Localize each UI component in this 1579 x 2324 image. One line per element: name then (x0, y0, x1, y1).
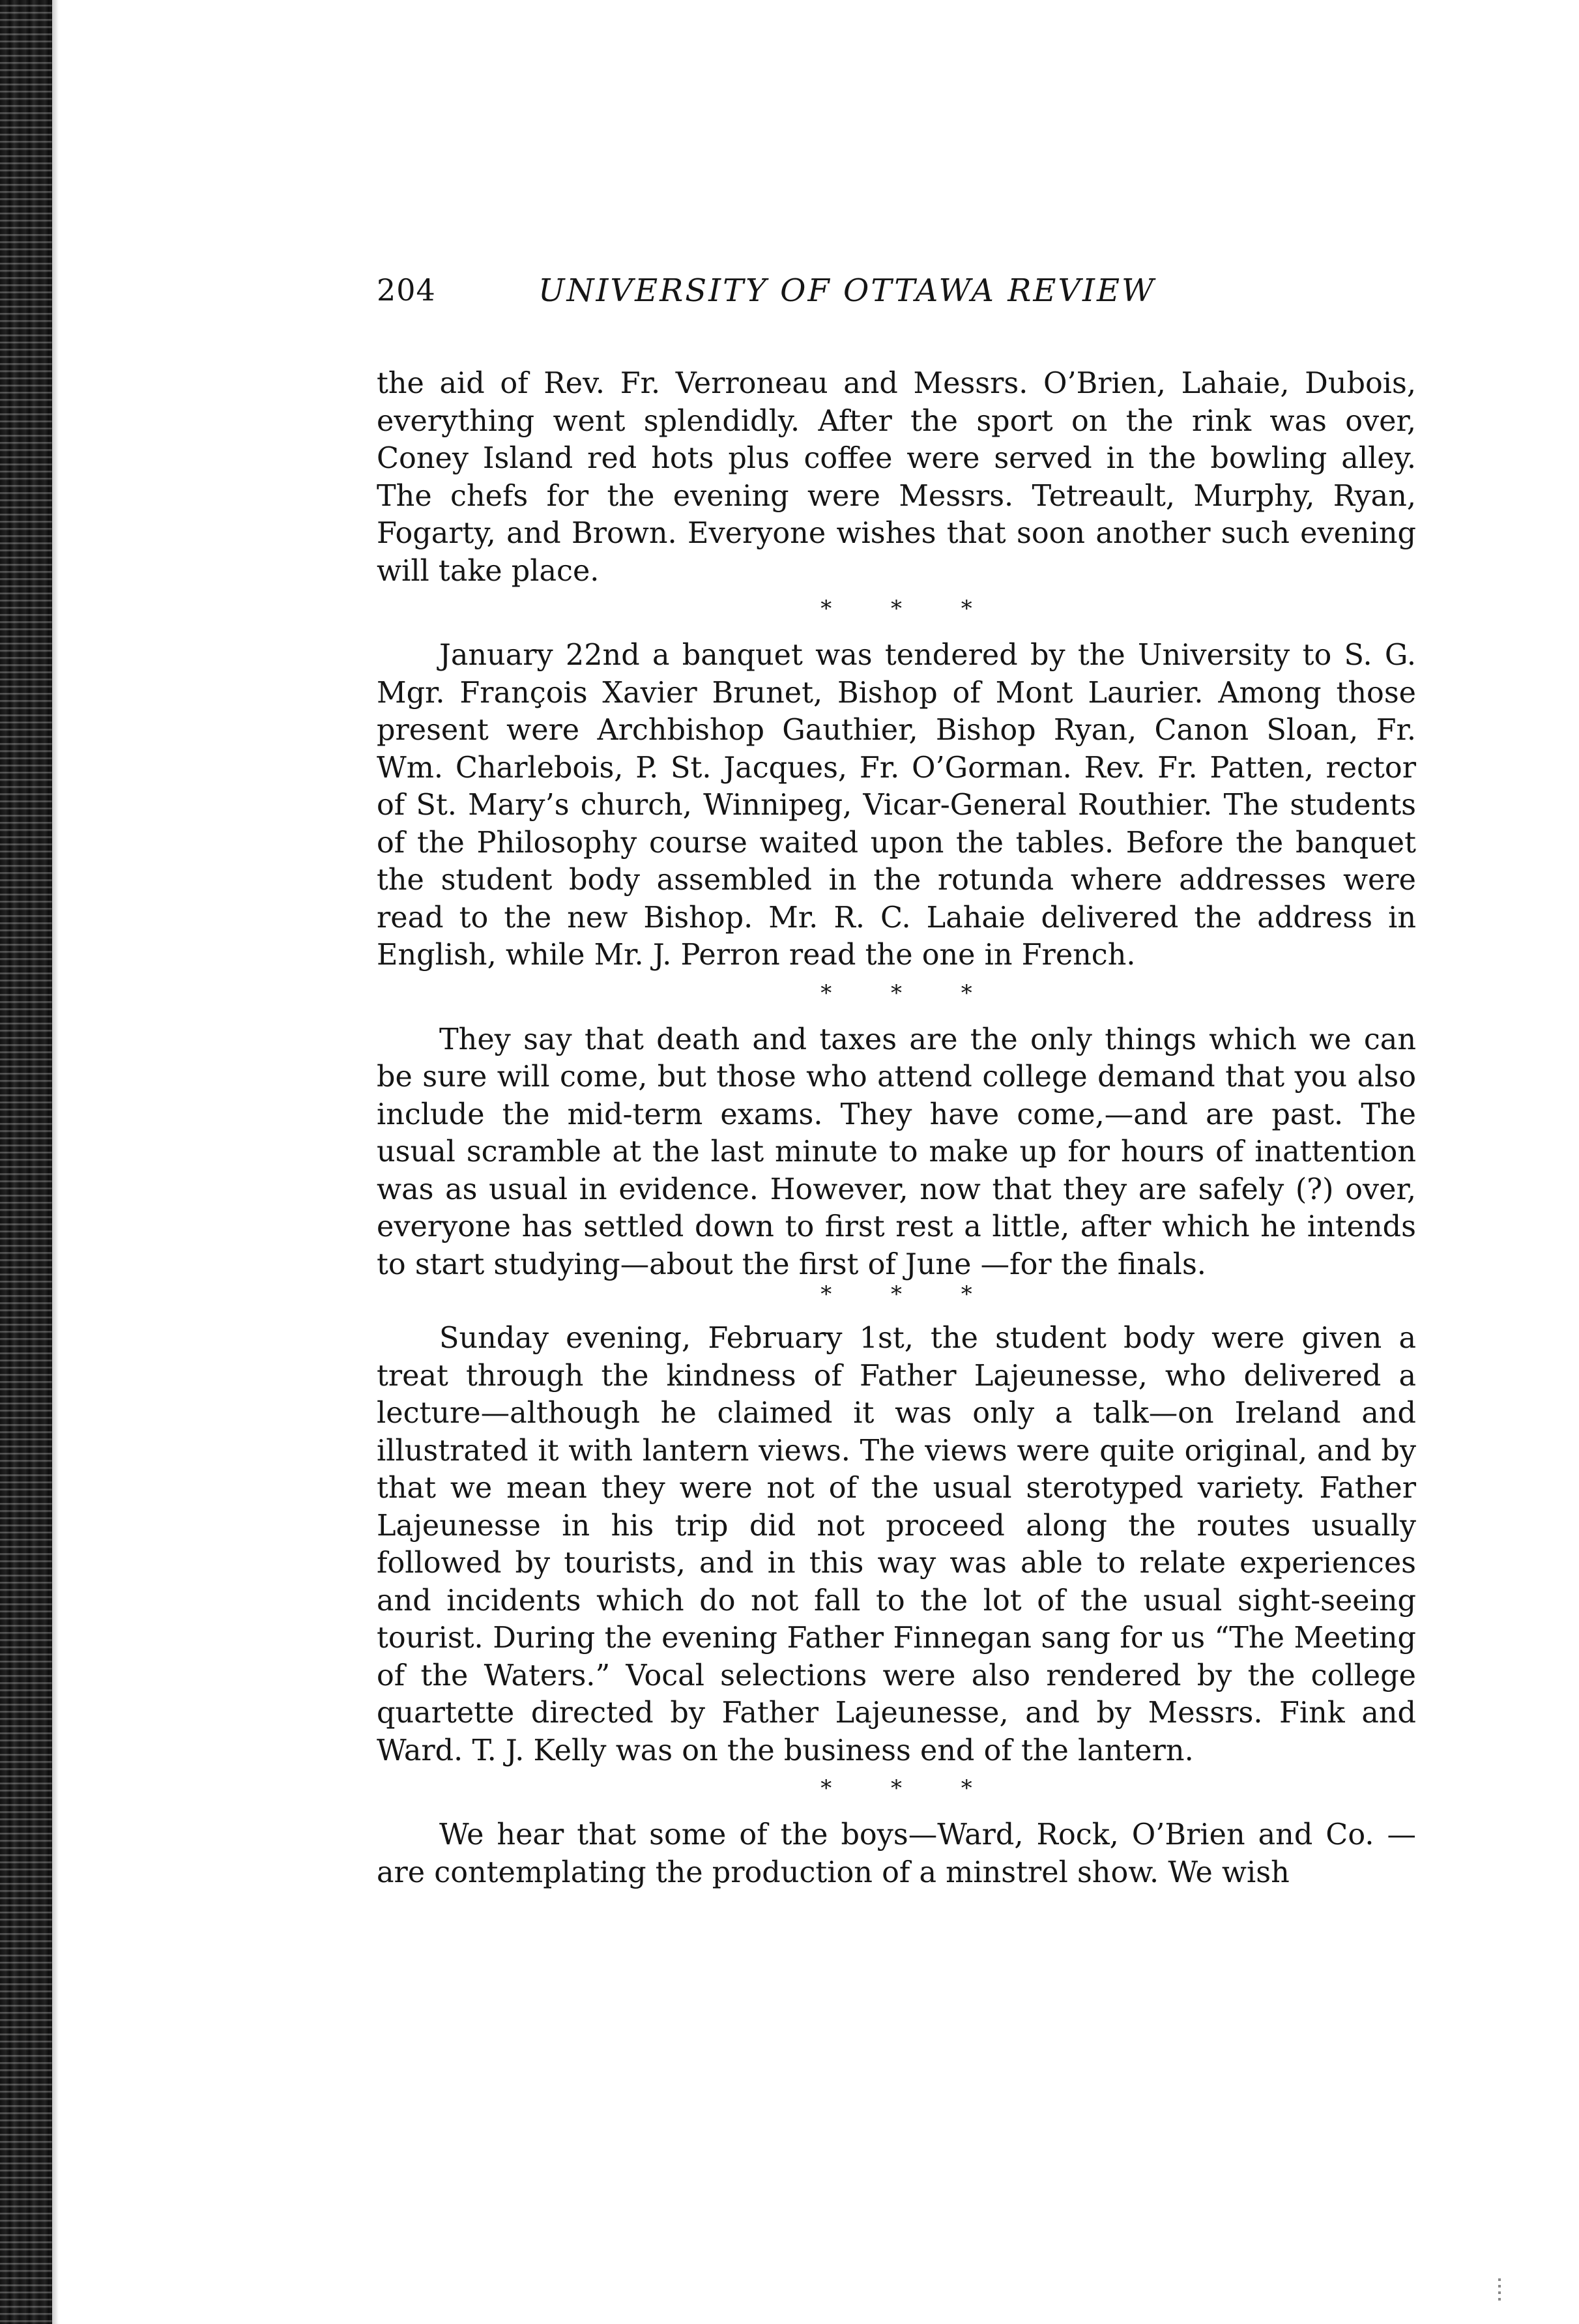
scan-artifact (1498, 2278, 1501, 2304)
section-separator: * * * (820, 1281, 998, 1307)
section-separator: * * * (820, 1775, 998, 1801)
document-page (377, 272, 1416, 1891)
journal-title: UNIVERSITY OF OTTAWA REVIEW (538, 272, 1156, 309)
page-number: 204 (377, 272, 436, 308)
paragraph-5: We hear that some of the boys—Ward, Rock, O’Brien and Co. —are contemplating the production of a minstrel show. We wish (377, 1818, 1416, 1889)
paragraph-1: the aid of Rev. Fr. Verroneau and Messrs. O’Brien, Lahaie, Dubois, everything went splendidly. After the sport on the rink was over, Coney Island red hots plus coffee were served in the bowling alley. The chefs for the evening were Messrs. Tetreault, Murphy, Ryan, Fogarty, and Brown. Everyone wishes that soon another such evening will take place. (377, 367, 1416, 588)
section-separator: * * * (820, 980, 998, 1006)
running-header (377, 272, 1416, 318)
paragraph-2: January 22nd a banquet was tendered by the University to S. G. Mgr. François Xavier Brunet, Bishop of Mont Laurier. Among those present were Archbishop Gauthier, Bishop Ryan, Canon Sloan, Fr. Wm. Charlebois, P. St. Jacques, Fr. O’Gorman. Rev. Fr. Patten, rector of St. Mary’s church, Winnipeg, Vicar-General Routhier. The students of the Philosophy course waited upon the tables. Before the banquet the student body assembled in the rotunda where addresses were read to the new Bishop. Mr. R. C. Lahaie delivered the address in English, while Mr. J. Perron read the one in French. (377, 639, 1416, 972)
paragraph-3: They say that death and taxes are the only things which we can be sure will come, but those who attend college demand that you also include the mid-term exams. They have come,—and are past. The usual scramble at the last minute to make up for hours of inattention was as usual in evidence. However, now that they are safely (?) over, everyone has settled down to first rest a little, after which he intends to start studying—about the first of June —for the finals. (377, 1023, 1416, 1281)
section-separator: * * * (820, 596, 998, 622)
scanned-page-edge (0, 0, 52, 2324)
paragraph-4: Sunday evening, February 1st, the student body were given a treat through the kindness of Father Lajeunesse, who delivered a lecture—although he claimed it was only a talk—on Ireland and illustrated it with lantern views. The views were quite original, and by that we mean they were not of the usual sterotyped variety. Father Lajeunesse in his trip did not proceed along the routes usually followed by tourists, and in this way was able to relate experiences and incidents which do not fall to the lot of the usual sight-seeing tourist. During the evening Father Finnegan sang for us “The Meeting of the Waters.” Vocal selections were also rendered by the college quartette directed by Father Lajeunesse, and by Messrs. Fink and Ward. T. J. Kelly was on the business end of the lantern. (377, 1322, 1416, 1767)
